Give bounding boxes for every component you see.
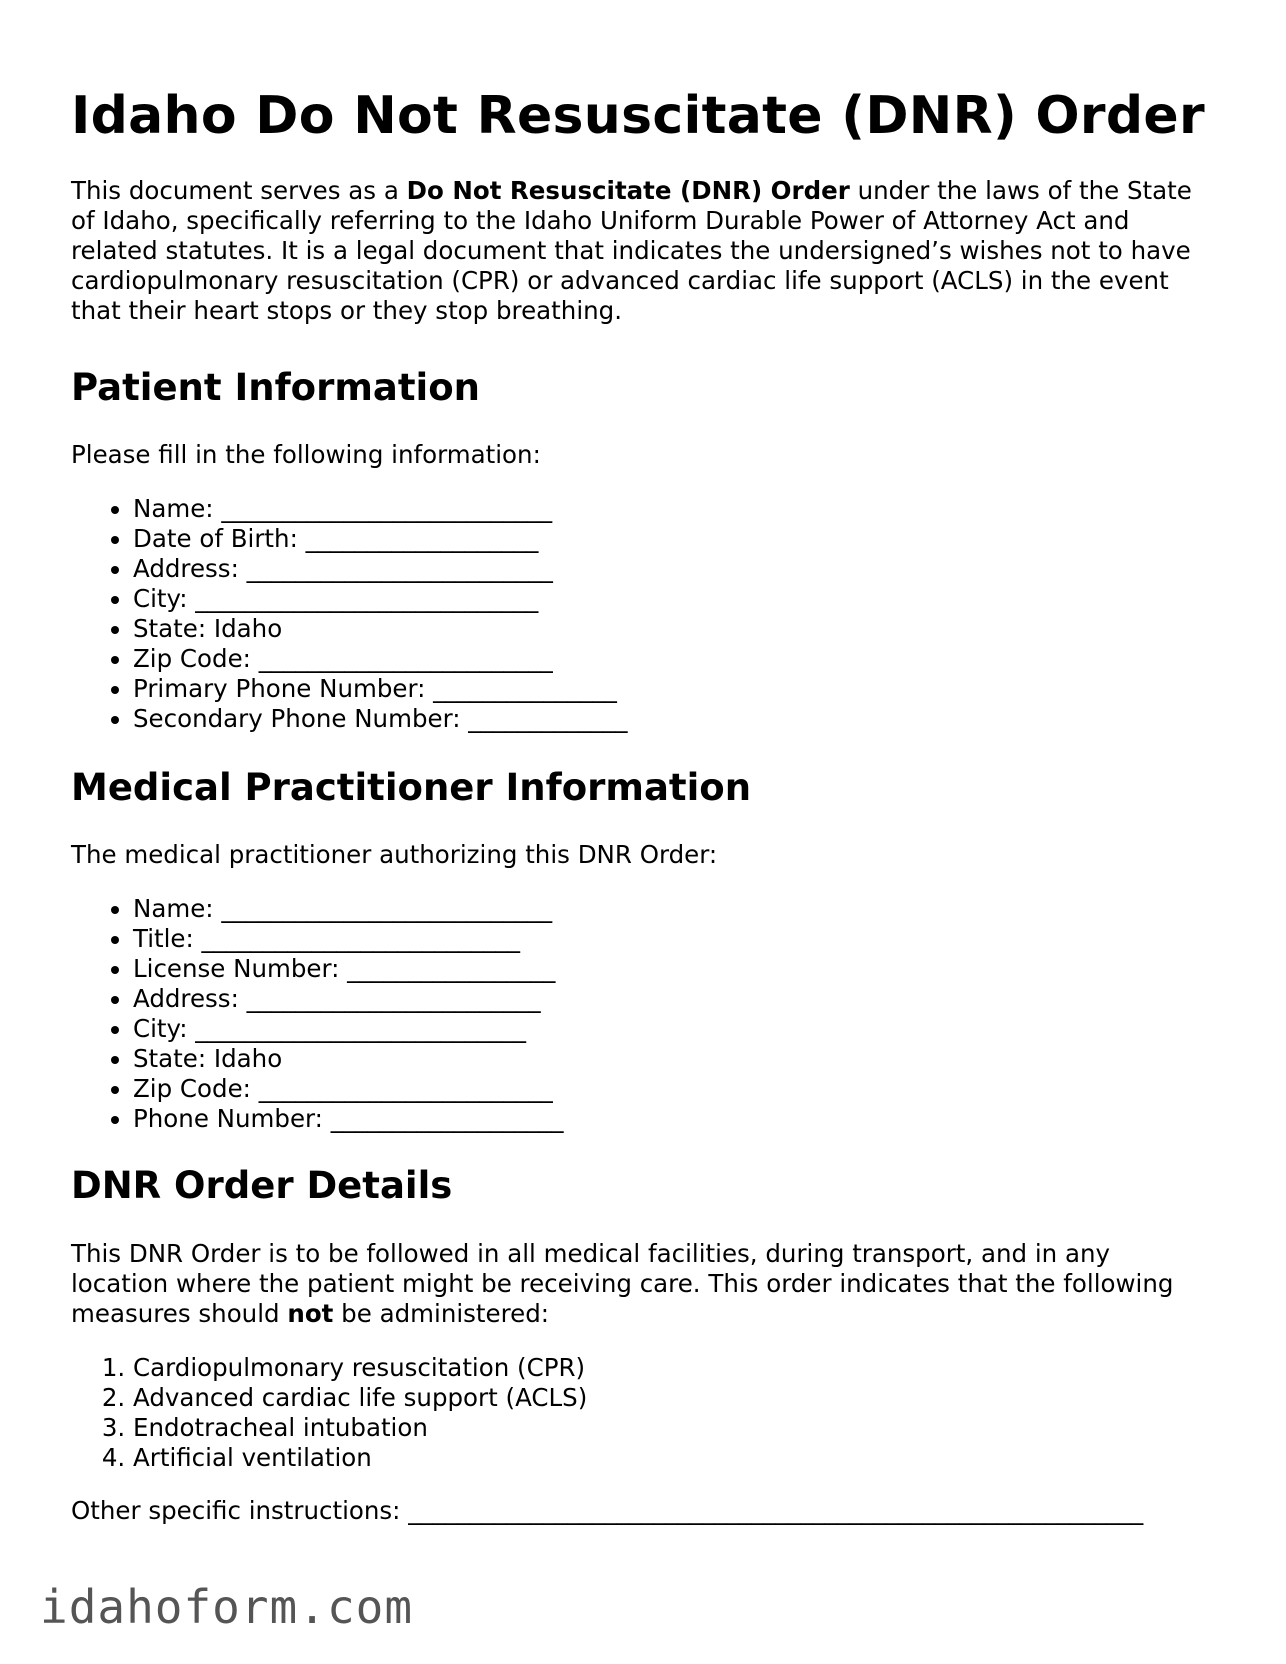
other-instructions-text: Other specific instructions: ____________________________________________________________ — [71, 1496, 1144, 1525]
practitioner-field-state — [133, 1044, 563, 1074]
practitioner-field-city[interactable] — [133, 1014, 563, 1044]
patient-fields-list — [71, 494, 628, 734]
patient-field-address[interactable] — [133, 554, 628, 584]
measure-item: 4. Artificial ventilation — [133, 1443, 587, 1473]
intro-text-bold: Do Not Resuscitate (DNR) Order — [406, 176, 850, 205]
practitioner-field-phone[interactable] — [133, 1104, 563, 1134]
measure-item: 2. Advanced cardiac life support (ACLS) — [133, 1383, 587, 1413]
practitioner-section-heading: Medical Practitioner Information — [71, 766, 752, 809]
field-text: Name: ___________________________ — [133, 894, 553, 923]
patient-field-dob[interactable] — [133, 524, 628, 554]
field-text: Phone Number: ___________________ — [133, 1104, 564, 1133]
details-lead — [71, 1239, 1211, 1329]
patient-field-name[interactable] — [133, 494, 628, 524]
other-instructions-field[interactable] — [71, 1496, 1143, 1526]
field-text: State: Idaho — [133, 1044, 283, 1073]
practitioner-fields-list — [71, 894, 563, 1134]
details-section-heading: DNR Order Details — [71, 1164, 453, 1207]
practitioner-field-license[interactable] — [133, 954, 563, 984]
patient-field-secondary-phone[interactable] — [133, 704, 628, 734]
document-title: Idaho Do Not Resuscitate (DNR) Order — [71, 86, 1205, 146]
practitioner-field-address[interactable] — [133, 984, 563, 1014]
field-text: Primary Phone Number: _______________ — [133, 674, 617, 703]
field-text: Secondary Phone Number: _____________ — [133, 704, 628, 733]
patient-section-heading: Patient Information — [71, 366, 480, 409]
details-lead-post: be administered: — [333, 1299, 550, 1328]
practitioner-field-zip[interactable] — [133, 1074, 563, 1104]
details-lead-pre: This DNR Order is to be followed in all medical facilities, during transport, and in any location where the patient might be receiving care. This order indicates that the following measures should — [71, 1239, 1174, 1328]
measures-list — [71, 1353, 587, 1473]
field-text: City: ___________________________ — [133, 1014, 527, 1043]
intro-paragraph — [71, 176, 1211, 326]
practitioner-field-title[interactable] — [133, 924, 563, 954]
field-text: Title: __________________________ — [133, 924, 521, 953]
practitioner-section-lead: The medical practitioner authorizing this DNR Order: — [71, 840, 718, 869]
field-text: State: Idaho — [133, 614, 283, 643]
measure-item: 3. Endotracheal intubation — [133, 1413, 587, 1443]
field-text: Name: ___________________________ — [133, 494, 553, 523]
intro-text-pre: This document serves as a — [71, 176, 407, 205]
practitioner-field-name[interactable] — [133, 894, 563, 924]
field-text: License Number: _________________ — [133, 954, 556, 983]
field-text: Address: _________________________ — [133, 554, 553, 583]
field-text: Address: ________________________ — [133, 984, 541, 1013]
field-text: City: ____________________________ — [133, 584, 539, 613]
field-text: Zip Code: ________________________ — [133, 1074, 553, 1103]
measure-item: 1. Cardiopulmonary resuscitation (CPR) — [133, 1353, 587, 1383]
intro-text-post: under the laws of the State of Idaho, specifically referring to the Idaho Uniform Durable Power of Attorney Act and related statutes. It is a legal document that indicates the undersigned’s wishes not to have cardiopulmonary resuscitation (CPR) or advanced cardiac life support (ACLS) in the event that their heart stops or they stop breathing. — [71, 176, 1192, 325]
patient-section-lead: Please fill in the following information: — [71, 440, 541, 469]
patient-field-city[interactable] — [133, 584, 628, 614]
field-text: Zip Code: ________________________ — [133, 644, 553, 673]
watermark: idahoform.com — [40, 1580, 414, 1634]
field-text: Date of Birth: ___________________ — [133, 524, 539, 553]
patient-field-zip[interactable] — [133, 644, 628, 674]
details-lead-bold: not — [287, 1299, 334, 1328]
patient-field-primary-phone[interactable] — [133, 674, 628, 704]
patient-field-state — [133, 614, 628, 644]
